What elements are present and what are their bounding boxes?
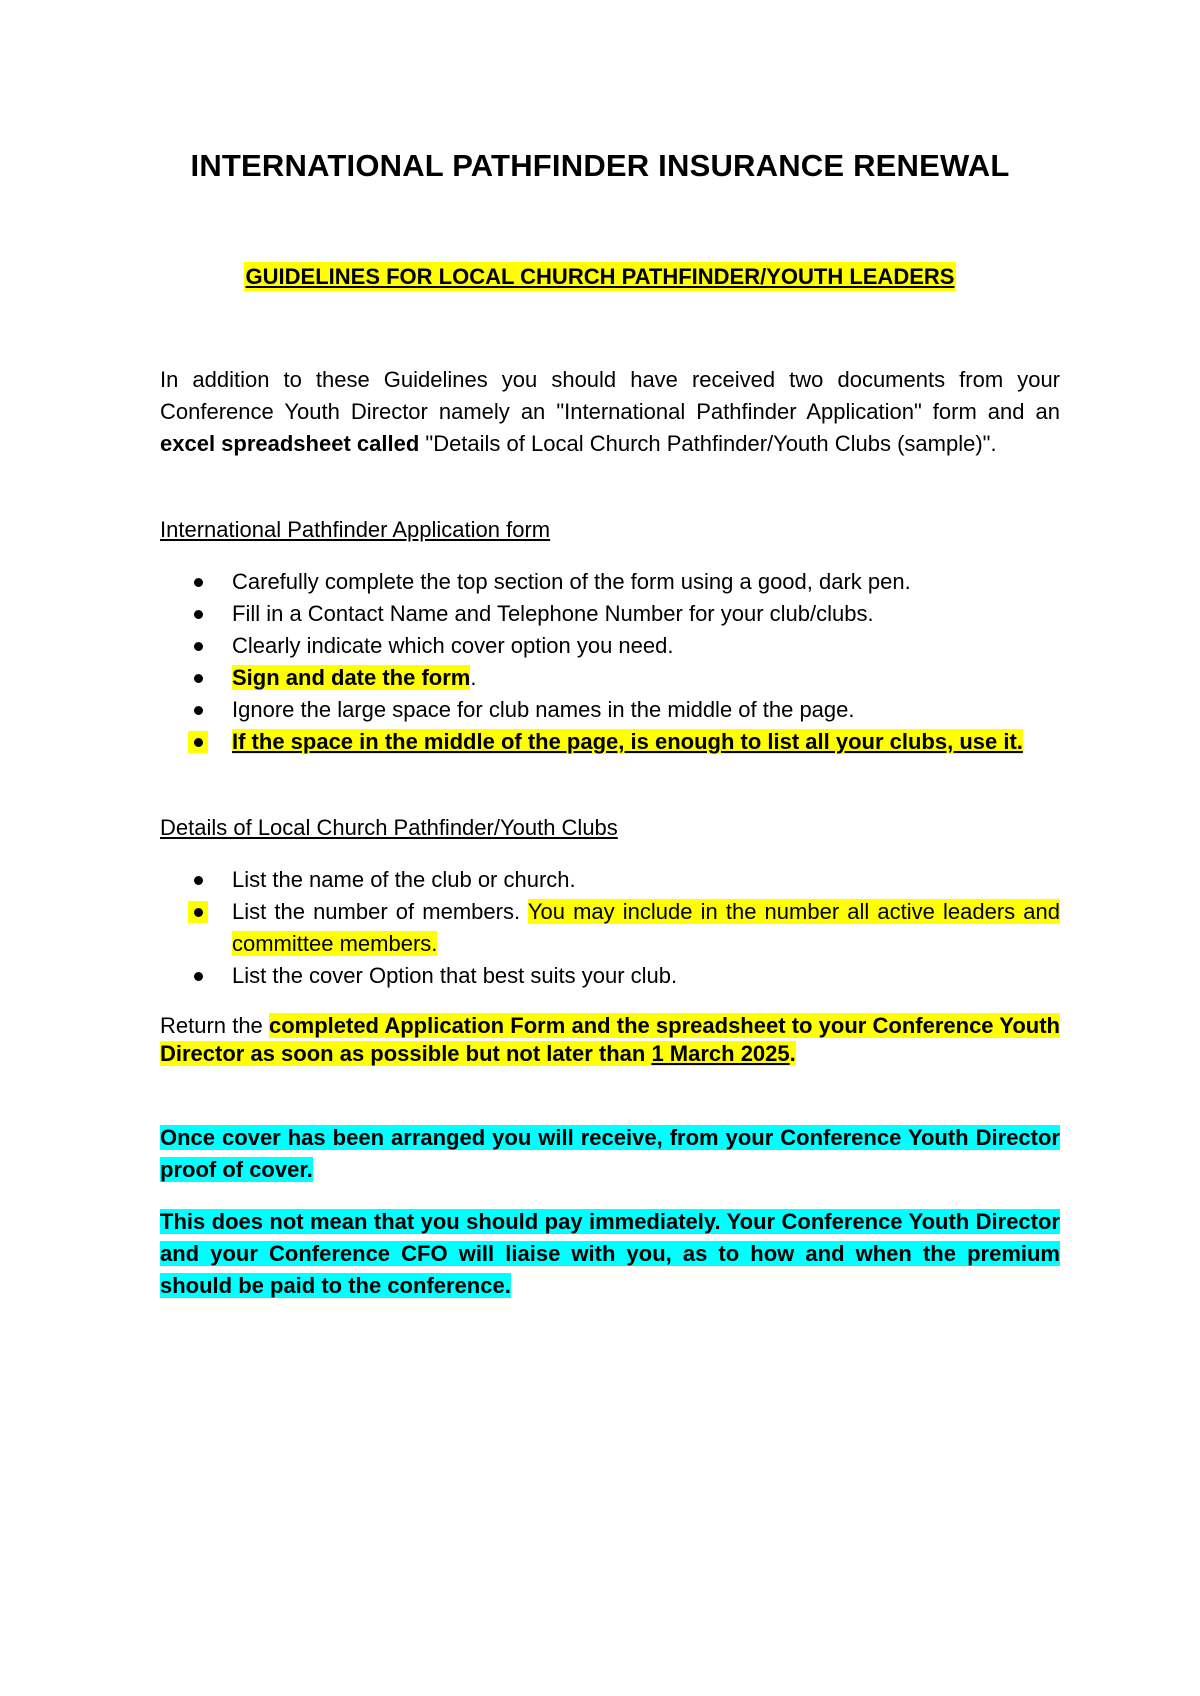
bullet-icon [194, 908, 203, 917]
list-item-highlight: You may include in the number all active leaders and committee members. [232, 899, 1060, 956]
intro-paragraph [160, 364, 1060, 460]
return-text: Return the [160, 1013, 269, 1038]
document-subtitle [0, 264, 1200, 290]
list-item [160, 960, 1060, 992]
cover-notice-text: Once cover has been arranged you will receive, from your Conference Youth Director proof of cover. [160, 1125, 1060, 1182]
bullet-icon [194, 706, 203, 715]
list-item-text: Ignore the large space for club names in the middle of the page. [232, 697, 855, 722]
bullet-icon [194, 610, 203, 619]
section-heading-application-form: International Pathfinder Application form [160, 517, 551, 542]
intro-text-2: "Details of Local Church Pathfinder/Youth Clubs (sample)". [419, 431, 997, 456]
list-item [160, 630, 1060, 662]
return-bold: completed Application Form and the spreadsheet to your Conference Youth Director as soon as possible but not later than [160, 1013, 1060, 1066]
bullet-icon [194, 578, 203, 587]
list-item [160, 864, 1060, 896]
bullet-icon [194, 642, 203, 651]
deadline-date: 1 March 2025 [651, 1041, 790, 1066]
payment-notice-text: This does not mean that you should pay immediately. Your Conference Youth Director and your Conference CFO will liaise with you, as to how and when the premium should be paid to the conference. [160, 1209, 1060, 1298]
document-title: INTERNATIONAL PATHFINDER INSURANCE RENEWAL [190, 148, 1010, 183]
list-item [160, 694, 1060, 726]
list-item-text: Carefully complete the top section of the form using a good, dark pen. [232, 569, 911, 594]
bullet-icon [194, 876, 203, 885]
list-item-text: Sign and date the form [232, 665, 471, 690]
section-heading-club-details: Details of Local Church Pathfinder/Youth Clubs [160, 815, 618, 840]
intro-text-1: In addition to these Guidelines you should have received two documents from your Conference Youth Director namely an "International Pathfinder Application" form and an [160, 367, 1060, 424]
list-item-text: List the number of members. [232, 899, 521, 924]
application-form-list [160, 566, 1060, 758]
list-item-text: Fill in a Contact Name and Telephone Number for your club/clubs. [232, 601, 874, 626]
list-item-text: Clearly indicate which cover option you need. [232, 633, 674, 658]
list-item [160, 598, 1060, 630]
list-item-punct: . [470, 665, 477, 690]
list-item [160, 726, 1060, 758]
intro-bold: excel spreadsheet called [160, 431, 420, 456]
list-item [160, 566, 1060, 598]
bullet-icon [194, 738, 203, 747]
list-item [160, 662, 1060, 694]
return-paragraph [160, 1012, 1060, 1068]
list-item-text: List the name of the club or church. [232, 867, 576, 892]
list-item-text: If the space in the middle of the page, is enough to list all your clubs, use it. [232, 729, 1023, 754]
payment-notice [160, 1206, 1060, 1302]
club-details-list [160, 864, 1060, 992]
bullet-icon [194, 972, 203, 981]
list-item [160, 896, 1060, 960]
cover-notice [160, 1122, 1060, 1186]
return-end: . [789, 1041, 796, 1066]
bullet-icon [194, 674, 203, 683]
list-item-text: List the cover Option that best suits your club. [232, 963, 678, 988]
subtitle-text: GUIDELINES FOR LOCAL CHURCH PATHFINDER/YOUTH LEADERS [245, 264, 955, 289]
